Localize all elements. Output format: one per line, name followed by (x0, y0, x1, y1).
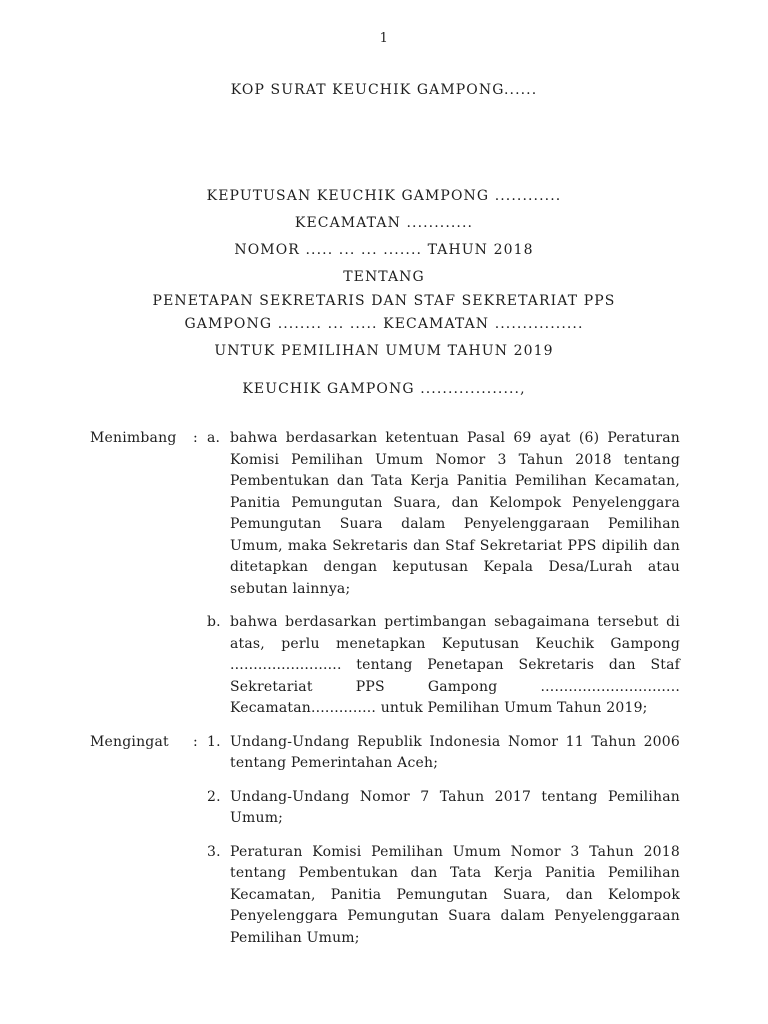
decree-title-line: KEPUTUSAN KEUCHIK GAMPONG ............ (206, 188, 562, 204)
item-text: bahwa berdasarkan pertimbangan sebagaimana tersebut di atas, perlu menetapkan Keputusan Keuchik Gampong ........................ tentang Penetapan Sekretaris dan Staf Sekretariat PPS Gampong .............................. Kecamatan.............. untuk Pemilihan Umum Tahun 2019; (230, 614, 680, 716)
clause-colon-spacer (193, 842, 207, 950)
clause-label-spacer (90, 787, 193, 830)
clause-label-spacer (90, 612, 193, 720)
letterhead: KOP SURAT KEUCHIK GAMPONG...... (230, 82, 538, 98)
decree-title-line: KECAMATAN ............ (294, 215, 474, 231)
salutation: KEUCHIK GAMPONG .................., (242, 381, 526, 397)
clause-label-spacer (90, 842, 193, 950)
item-text: Undang-Undang Nomor 7 Tahun 2017 tentang Pemilihan Umum; (230, 788, 680, 826)
decree-title-line: TENTANG (343, 269, 425, 285)
clause-label-mengingat: Mengingat (90, 733, 169, 750)
clause-colon: : (193, 733, 198, 750)
legal-basis-item-1 (90, 732, 680, 775)
legal-basis-item-3 (90, 842, 680, 950)
decree-title-line: GAMPONG ........ ... ..... KECAMATAN ................ (184, 316, 584, 332)
decree-title-line: PENETAPAN SEKRETARIS DAN STAF SEKRETARIAT PPS (152, 293, 616, 309)
page-number: 1 (379, 31, 389, 46)
item-marker: 3. (207, 843, 221, 860)
item-marker: 2. (207, 788, 221, 805)
item-text: Undang-Undang Republik Indonesia Nomor 11 Tahun 2006 tentang Pemerintahan Aceh; (230, 733, 680, 771)
clause-label-menimbang: Menimbang (90, 430, 177, 446)
consideration-item-a (90, 428, 680, 600)
item-marker: 1. (207, 733, 221, 750)
decree-clauses (90, 428, 680, 961)
item-text: Peraturan Komisi Pemilihan Umum Nomor 3 Tahun 2018 tentang Pembentukan dan Tata Kerja Panitia Pemilihan Kecamatan, Panitia Pemungutan Suara, dan Kelompok Penyelenggara Pemungutan Suara dalam Penyelenggaraan Pemilihan Umum; (230, 843, 680, 946)
item-text: bahwa berdasarkan ketentuan Pasal 69 ayat (6) Peraturan Komisi Pemilihan Umum Nomor 3 Tahun 2018 tentang Pembentukan dan Tata Kerja Panitia Pemilihan Kecamatan, Panitia Pemungutan Suara, dan Kelompok Penyelenggara Pemungutan Suara dalam Penyelenggaraan Pemilihan Umum, maka Sekretaris dan Staf Sekretariat PPS dipilih dan ditetapkan dengan keputusan Kepala Desa/Lurah atau sebutan lainnya; (230, 430, 680, 597)
clause-colon-spacer (193, 787, 207, 830)
decree-title-line: UNTUK PEMILIHAN UMUM TAHUN 2019 (214, 343, 554, 359)
clause-colon: : (193, 430, 198, 446)
item-marker: b. (207, 614, 221, 630)
consideration-item-b (90, 612, 680, 720)
decree-title-block (60, 183, 708, 365)
decree-title-line: NOMOR ..... ... ... ....... TAHUN 2018 (234, 242, 534, 258)
legal-basis-item-2 (90, 787, 680, 830)
clause-colon-spacer (193, 612, 207, 720)
item-marker: a. (207, 430, 221, 446)
